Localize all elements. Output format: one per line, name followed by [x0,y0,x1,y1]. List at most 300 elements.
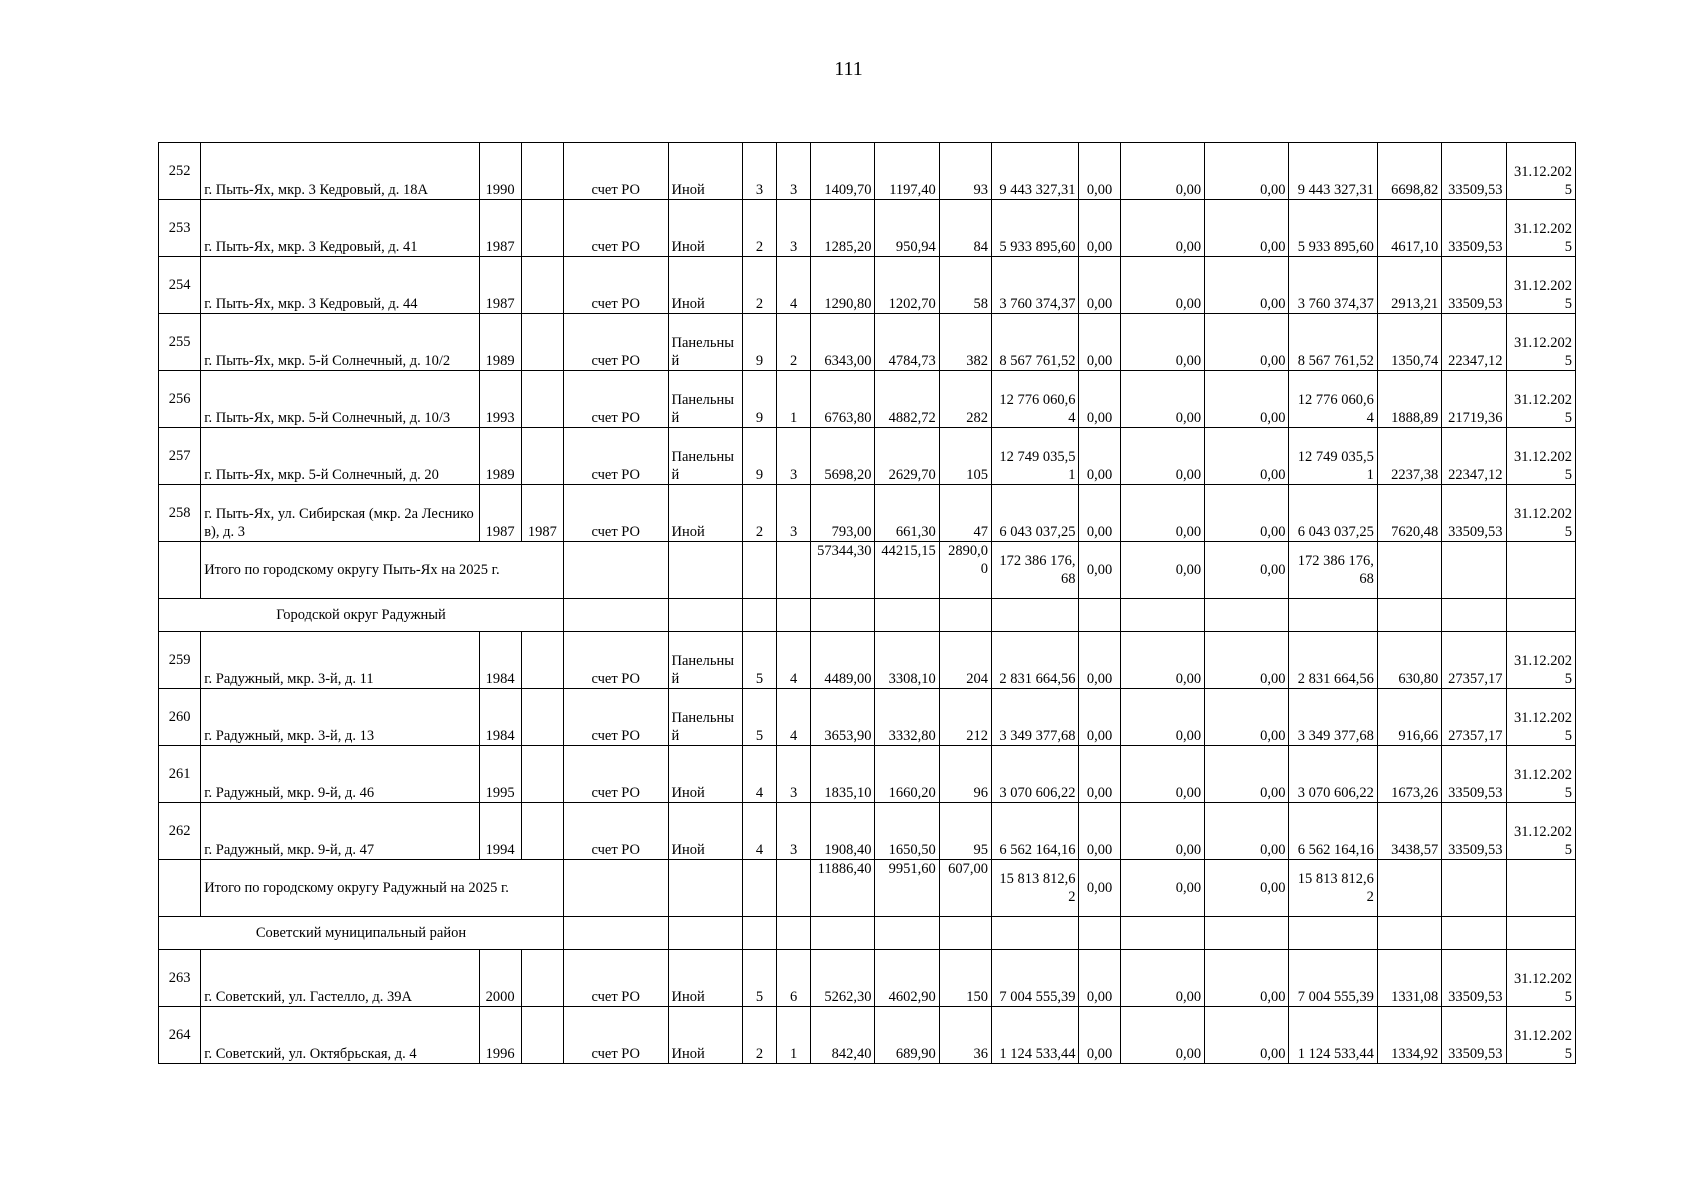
entrances-cell: 4 [777,689,811,746]
empty-cell [1079,917,1120,950]
empty-cell [811,917,875,950]
year-reconstruction-cell [521,632,563,689]
table-body [159,143,1576,1064]
entrances-cell: 3 [777,803,811,860]
empty-cell [939,917,991,950]
cost-owners-cell: 12 776 060,64 [1289,371,1377,428]
funding-method-cell: счет РО [563,632,668,689]
deadline-cell: 31.12.2025 [1506,314,1575,371]
cost-owners-cell: 8 567 761,52 [1289,314,1377,371]
cost-municipal-cell: 0,00 [1205,485,1289,542]
address-cell: г. Радужный, мкр. 9-й, д. 47 [201,803,479,860]
floors-cell: 2 [742,257,776,314]
year-built-cell: 1990 [479,143,521,200]
cost-budget-cell: 0,00 [1120,257,1204,314]
row-number: 257 [159,428,201,485]
residents-cell: 150 [939,950,991,1007]
living-area-cell: 1197,40 [875,143,939,200]
year-built-cell: 1987 [479,200,521,257]
cost-total-cell: 7 004 555,39 [992,950,1079,1007]
empty-cell [1442,542,1506,599]
wall-material-cell: Иной [668,257,742,314]
empty-cell [1442,860,1506,917]
cost-municipal-cell: 0,00 [1205,314,1289,371]
address-cell: г. Советский, ул. Октябрьская, д. 4 [201,1007,479,1064]
year-reconstruction-cell: 1987 [521,485,563,542]
table-row [159,1007,1576,1064]
subtotal-total-area: 11886,40 [811,860,875,917]
year-built-cell: 1993 [479,371,521,428]
floors-cell: 4 [742,746,776,803]
cost-municipal-cell: 0,00 [1205,143,1289,200]
year-reconstruction-cell [521,371,563,428]
cost-owners-cell: 7 004 555,39 [1289,950,1377,1007]
row-number: 263 [159,950,201,1007]
section-header-row [159,599,1576,632]
address-cell: г. Пыть-Ях, мкр. 3 Кедровый, д. 44 [201,257,479,314]
living-area-cell: 950,94 [875,200,939,257]
residents-cell: 105 [939,428,991,485]
cost-limit-cell: 27357,17 [1442,632,1506,689]
cost-budget-cell: 0,00 [1120,485,1204,542]
empty-cell [1289,599,1377,632]
year-reconstruction-cell [521,803,563,860]
year-reconstruction-cell [521,200,563,257]
floors-cell: 2 [742,1007,776,1064]
cost-fund-cell: 0,00 [1079,689,1120,746]
empty-cell [777,917,811,950]
row-number: 253 [159,200,201,257]
residents-cell: 47 [939,485,991,542]
living-area-cell: 1660,20 [875,746,939,803]
row-number: 252 [159,143,201,200]
empty-cell [939,599,991,632]
cost-total-cell: 3 760 374,37 [992,257,1079,314]
empty-cell [1506,599,1575,632]
total-area-cell: 3653,90 [811,689,875,746]
cost-per-m2-cell: 3438,57 [1377,803,1441,860]
row-number: 258 [159,485,201,542]
cost-total-cell: 3 349 377,68 [992,689,1079,746]
cost-per-m2-cell: 2913,21 [1377,257,1441,314]
empty-cell [668,860,742,917]
subtotal-cost-total: 172 386 176,68 [992,542,1079,599]
empty-cell [1506,542,1575,599]
living-area-cell: 4784,73 [875,314,939,371]
subtotal-total-area: 57344,30 [811,542,875,599]
empty-cell [777,599,811,632]
year-built-cell: 1996 [479,1007,521,1064]
table-row [159,371,1576,428]
cost-owners-cell: 5 933 895,60 [1289,200,1377,257]
deadline-cell: 31.12.2025 [1506,143,1575,200]
row-number: 260 [159,689,201,746]
total-area-cell: 1835,10 [811,746,875,803]
subtotal-cost-fund: 0,00 [1079,542,1120,599]
cost-limit-cell: 33509,53 [1442,485,1506,542]
floors-cell: 9 [742,428,776,485]
cost-per-m2-cell: 1888,89 [1377,371,1441,428]
cost-municipal-cell: 0,00 [1205,371,1289,428]
empty-cell [1205,599,1289,632]
empty-cell [811,599,875,632]
cost-per-m2-cell: 6698,82 [1377,143,1441,200]
section-title: Советский муниципальный район [159,917,564,950]
cost-total-cell: 3 070 606,22 [992,746,1079,803]
subtotal-label: Итого по городскому округу Пыть-Ях на 2025 г. [201,542,564,599]
entrances-cell: 3 [777,485,811,542]
residents-cell: 382 [939,314,991,371]
empty-cell [992,599,1079,632]
wall-material-cell: Панельный [668,314,742,371]
address-cell: г. Пыть-Ях, мкр. 5-й Солнечный, д. 10/2 [201,314,479,371]
cost-budget-cell: 0,00 [1120,689,1204,746]
subtotal-cost-owners: 15 813 812,62 [1289,860,1377,917]
floors-cell: 2 [742,200,776,257]
subtotal-residents: 2890,00 [939,542,991,599]
empty-cell [159,542,201,599]
cost-owners-cell: 3 070 606,22 [1289,746,1377,803]
entrances-cell: 6 [777,950,811,1007]
wall-material-cell: Иной [668,1007,742,1064]
address-cell: г. Пыть-Ях, ул. Сибирская (мкр. 2а Лесников), д. 3 [201,485,479,542]
table-row [159,143,1576,200]
empty-cell [1120,917,1204,950]
table-row [159,257,1576,314]
cost-budget-cell: 0,00 [1120,371,1204,428]
funding-method-cell: счет РО [563,314,668,371]
residents-cell: 95 [939,803,991,860]
year-reconstruction-cell [521,314,563,371]
funding-method-cell: счет РО [563,950,668,1007]
empty-cell [875,917,939,950]
cost-municipal-cell: 0,00 [1205,632,1289,689]
empty-cell [742,917,776,950]
living-area-cell: 2629,70 [875,428,939,485]
deadline-cell: 31.12.2025 [1506,746,1575,803]
wall-material-cell: Панельный [668,371,742,428]
address-cell: г. Пыть-Ях, мкр. 5-й Солнечный, д. 20 [201,428,479,485]
cost-owners-cell: 12 749 035,51 [1289,428,1377,485]
cost-limit-cell: 33509,53 [1442,143,1506,200]
funding-method-cell: счет РО [563,1007,668,1064]
deadline-cell: 31.12.2025 [1506,257,1575,314]
cost-fund-cell: 0,00 [1079,428,1120,485]
wall-material-cell: Иной [668,803,742,860]
year-built-cell: 1984 [479,632,521,689]
cost-per-m2-cell: 1331,08 [1377,950,1441,1007]
entrances-cell: 1 [777,1007,811,1064]
year-reconstruction-cell [521,257,563,314]
cost-budget-cell: 0,00 [1120,803,1204,860]
cost-fund-cell: 0,00 [1079,257,1120,314]
table-row [159,689,1576,746]
cost-limit-cell: 33509,53 [1442,257,1506,314]
entrances-cell: 3 [777,143,811,200]
address-cell: г. Радужный, мкр. 3-й, д. 11 [201,632,479,689]
empty-cell [563,860,668,917]
entrances-cell: 3 [777,200,811,257]
subtotal-cost-fund: 0,00 [1079,860,1120,917]
subtotal-label: Итого по городскому округу Радужный на 2025 г. [201,860,564,917]
subtotal-cost-municipal: 0,00 [1205,860,1289,917]
wall-material-cell: Иной [668,485,742,542]
cost-budget-cell: 0,00 [1120,314,1204,371]
deadline-cell: 31.12.2025 [1506,428,1575,485]
empty-cell [1120,599,1204,632]
empty-cell [1442,917,1506,950]
floors-cell: 9 [742,371,776,428]
cost-per-m2-cell: 1673,26 [1377,746,1441,803]
floors-cell: 2 [742,485,776,542]
residents-cell: 282 [939,371,991,428]
subtotal-living-area: 44215,15 [875,542,939,599]
living-area-cell: 4602,90 [875,950,939,1007]
residents-cell: 93 [939,143,991,200]
residents-cell: 84 [939,200,991,257]
table-row [159,200,1576,257]
empty-cell [1377,542,1441,599]
cost-per-m2-cell: 2237,38 [1377,428,1441,485]
year-built-cell: 2000 [479,950,521,1007]
cost-total-cell: 2 831 664,56 [992,632,1079,689]
row-number: 259 [159,632,201,689]
table-row [159,803,1576,860]
entrances-cell: 3 [777,746,811,803]
cost-budget-cell: 0,00 [1120,632,1204,689]
cost-limit-cell: 27357,17 [1442,689,1506,746]
empty-cell [1506,917,1575,950]
year-built-cell: 1994 [479,803,521,860]
total-area-cell: 6343,00 [811,314,875,371]
address-cell: г. Радужный, мкр. 9-й, д. 46 [201,746,479,803]
cost-fund-cell: 0,00 [1079,485,1120,542]
wall-material-cell: Иной [668,950,742,1007]
year-built-cell: 1987 [479,485,521,542]
empty-cell [1442,599,1506,632]
deadline-cell: 31.12.2025 [1506,1007,1575,1064]
cost-municipal-cell: 0,00 [1205,689,1289,746]
page-number: 111 [834,58,863,80]
living-area-cell: 3308,10 [875,632,939,689]
row-number: 262 [159,803,201,860]
cost-total-cell: 12 749 035,51 [992,428,1079,485]
cost-budget-cell: 0,00 [1120,746,1204,803]
cost-budget-cell: 0,00 [1120,143,1204,200]
subtotal-cost-budget: 0,00 [1120,542,1204,599]
total-area-cell: 1409,70 [811,143,875,200]
total-area-cell: 1908,40 [811,803,875,860]
living-area-cell: 689,90 [875,1007,939,1064]
year-built-cell: 1989 [479,314,521,371]
cost-fund-cell: 0,00 [1079,314,1120,371]
year-reconstruction-cell [521,1007,563,1064]
cost-fund-cell: 0,00 [1079,371,1120,428]
cost-budget-cell: 0,00 [1120,200,1204,257]
funding-method-cell: счет РО [563,428,668,485]
cost-municipal-cell: 0,00 [1205,950,1289,1007]
floors-cell: 5 [742,689,776,746]
total-area-cell: 1290,80 [811,257,875,314]
subtotal-row [159,860,1576,917]
floors-cell: 9 [742,314,776,371]
floors-cell: 3 [742,143,776,200]
table-row [159,314,1576,371]
funding-method-cell: счет РО [563,257,668,314]
empty-cell [1377,917,1441,950]
row-number: 264 [159,1007,201,1064]
section-title: Городской округ Радужный [159,599,564,632]
cost-per-m2-cell: 7620,48 [1377,485,1441,542]
wall-material-cell: Панельный [668,428,742,485]
table-row [159,746,1576,803]
residents-cell: 36 [939,1007,991,1064]
table-row [159,485,1576,542]
deadline-cell: 31.12.2025 [1506,803,1575,860]
empty-cell [1377,599,1441,632]
empty-cell [1289,917,1377,950]
cost-owners-cell: 6 562 164,16 [1289,803,1377,860]
empty-cell [563,599,668,632]
cost-fund-cell: 0,00 [1079,143,1120,200]
subtotal-cost-municipal: 0,00 [1205,542,1289,599]
cost-total-cell: 6 043 037,25 [992,485,1079,542]
cost-municipal-cell: 0,00 [1205,1007,1289,1064]
cost-limit-cell: 22347,12 [1442,428,1506,485]
cost-per-m2-cell: 916,66 [1377,689,1441,746]
cost-budget-cell: 0,00 [1120,428,1204,485]
wall-material-cell: Иной [668,200,742,257]
deadline-cell: 31.12.2025 [1506,950,1575,1007]
funding-method-cell: счет РО [563,371,668,428]
subtotal-residents: 607,00 [939,860,991,917]
cost-owners-cell: 6 043 037,25 [1289,485,1377,542]
cost-limit-cell: 22347,12 [1442,314,1506,371]
address-cell: г. Пыть-Ях, мкр. 5-й Солнечный, д. 10/3 [201,371,479,428]
cost-per-m2-cell: 1350,74 [1377,314,1441,371]
funding-method-cell: счет РО [563,200,668,257]
row-number: 254 [159,257,201,314]
capital-repair-table [158,142,1576,1064]
cost-per-m2-cell: 1334,92 [1377,1007,1441,1064]
year-reconstruction-cell [521,143,563,200]
entrances-cell: 4 [777,257,811,314]
living-area-cell: 4882,72 [875,371,939,428]
wall-material-cell: Иной [668,143,742,200]
entrances-cell: 4 [777,632,811,689]
cost-fund-cell: 0,00 [1079,950,1120,1007]
empty-cell [1205,917,1289,950]
cost-municipal-cell: 0,00 [1205,428,1289,485]
empty-cell [742,542,776,599]
living-area-cell: 1650,50 [875,803,939,860]
cost-limit-cell: 33509,53 [1442,803,1506,860]
cost-budget-cell: 0,00 [1120,1007,1204,1064]
year-built-cell: 1989 [479,428,521,485]
subtotal-cost-owners: 172 386 176,68 [1289,542,1377,599]
total-area-cell: 1285,20 [811,200,875,257]
table-row [159,632,1576,689]
wall-material-cell: Панельный [668,689,742,746]
empty-cell [563,917,668,950]
cost-total-cell: 12 776 060,64 [992,371,1079,428]
cost-limit-cell: 33509,53 [1442,746,1506,803]
table-row [159,428,1576,485]
cost-total-cell: 9 443 327,31 [992,143,1079,200]
empty-cell [668,542,742,599]
cost-municipal-cell: 0,00 [1205,746,1289,803]
cost-municipal-cell: 0,00 [1205,803,1289,860]
empty-cell [742,860,776,917]
subtotal-cost-budget: 0,00 [1120,860,1204,917]
funding-method-cell: счет РО [563,485,668,542]
year-reconstruction-cell [521,950,563,1007]
entrances-cell: 3 [777,428,811,485]
cost-fund-cell: 0,00 [1079,746,1120,803]
subtotal-living-area: 9951,60 [875,860,939,917]
empty-cell [1506,860,1575,917]
funding-method-cell: счет РО [563,689,668,746]
funding-method-cell: счет РО [563,803,668,860]
residents-cell: 58 [939,257,991,314]
empty-cell [742,599,776,632]
cost-owners-cell: 1 124 533,44 [1289,1007,1377,1064]
cost-total-cell: 1 124 533,44 [992,1007,1079,1064]
empty-cell [777,860,811,917]
year-built-cell: 1984 [479,689,521,746]
year-built-cell: 1995 [479,746,521,803]
wall-material-cell: Панельный [668,632,742,689]
cost-fund-cell: 0,00 [1079,803,1120,860]
residents-cell: 212 [939,689,991,746]
entrances-cell: 1 [777,371,811,428]
residents-cell: 96 [939,746,991,803]
total-area-cell: 842,40 [811,1007,875,1064]
row-number: 255 [159,314,201,371]
empty-cell [777,542,811,599]
empty-cell [992,917,1079,950]
empty-cell [668,599,742,632]
total-area-cell: 6763,80 [811,371,875,428]
cost-total-cell: 6 562 164,16 [992,803,1079,860]
subtotal-row [159,542,1576,599]
entrances-cell: 2 [777,314,811,371]
empty-cell [668,917,742,950]
deadline-cell: 31.12.2025 [1506,632,1575,689]
floors-cell: 5 [742,950,776,1007]
cost-owners-cell: 9 443 327,31 [1289,143,1377,200]
cost-municipal-cell: 0,00 [1205,257,1289,314]
living-area-cell: 661,30 [875,485,939,542]
cost-owners-cell: 3 349 377,68 [1289,689,1377,746]
cost-budget-cell: 0,00 [1120,950,1204,1007]
total-area-cell: 4489,00 [811,632,875,689]
cost-limit-cell: 33509,53 [1442,200,1506,257]
deadline-cell: 31.12.2025 [1506,371,1575,428]
section-header-row [159,917,1576,950]
living-area-cell: 3332,80 [875,689,939,746]
cost-owners-cell: 2 831 664,56 [1289,632,1377,689]
wall-material-cell: Иной [668,746,742,803]
deadline-cell: 31.12.2025 [1506,485,1575,542]
empty-cell [159,860,201,917]
cost-per-m2-cell: 4617,10 [1377,200,1441,257]
address-cell: г. Радужный, мкр. 3-й, д. 13 [201,689,479,746]
address-cell: г. Советский, ул. Гастелло, д. 39А [201,950,479,1007]
cost-total-cell: 8 567 761,52 [992,314,1079,371]
empty-cell [1377,860,1441,917]
cost-total-cell: 5 933 895,60 [992,200,1079,257]
